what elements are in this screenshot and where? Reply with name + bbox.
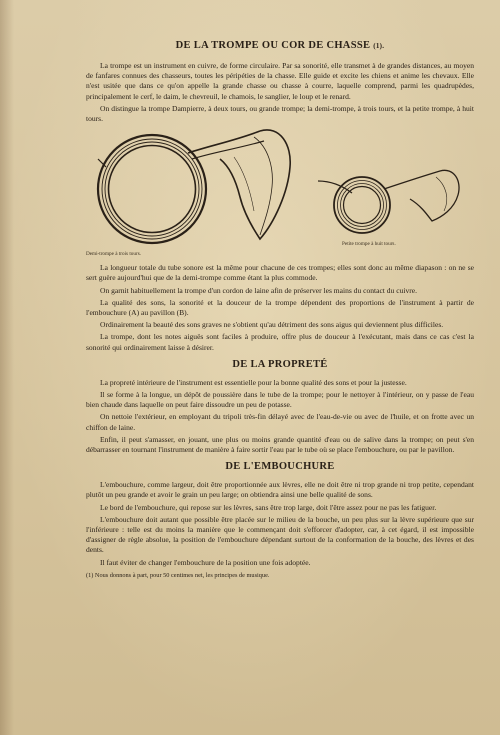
paragraph: La propreté intérieure de l'instrument est essentielle pour la bonne qualité des sons et pour la justesse. xyxy=(100,377,407,387)
paragraph: Le bord de l'embouchure, qui repose sur les lèvres, sans être trop large, doit l'être assez pour ne pas les fatiguer. xyxy=(100,502,437,512)
caption-demi-trompe: Demi-trompe à trois tours. xyxy=(86,251,142,258)
demi-trompe-illustration xyxy=(84,127,294,247)
caption-petite-trompe: Petite trompe à huit tours. xyxy=(342,241,396,248)
paragraph: On nettoie l'extérieur, en employant du tripoli très-fin délayé avec de l'eau-de-vie ou avec de l'huile, et on frotte avec un chiffon de laine. xyxy=(86,412,474,432)
paragraph: Il faut éviter de changer l'embouchure de la position une fois adoptée. xyxy=(100,557,311,567)
section-title-trompe xyxy=(86,40,474,51)
paragraph: Enfin, il peut s'amasser, en jouant, une plus ou moins grande quantité d'eau ou de salive dans la trompe; on peut s'en débarrasser en tournant l'instrument de manière à faire sortir l'eau par le tube où se place l'embouchure, ou par le pavillon. xyxy=(86,434,474,455)
section-title-proprete: DE LA PROPRETÉ xyxy=(232,358,328,370)
paragraph: On garnit habituellement la trompe d'un cordon de laine afin de préserver les mains du contact du cuivre. xyxy=(100,285,417,295)
footnote-marker: (1). xyxy=(373,42,385,50)
section-title-embouchure: DE L'EMBOUCHURE xyxy=(225,461,335,473)
paragraph: Ordinairement la beauté des sons graves ne s'obtient qu'au détriment des sons aigus qui deviennent plus difficiles. xyxy=(100,320,444,330)
section-title-trompe-text: DE LA TROMPE OU COR DE CHASSE xyxy=(175,40,371,51)
paragraph: Il se forme à la longue, un dépôt de poussière dans le tube de la trompe; pour le nettoyer à l'intérieur, on y passe de l'eau bien chaude dans laquelle on peut faire dissoudre un peu de potasse. xyxy=(86,390,474,410)
petite-trompe-illustration xyxy=(312,167,462,237)
paragraph: La qualité des sons, la sonorité et la douceur de la trompe dépendent des proportions de l'instrument à partir de l'embouchure (A) au pavillon (B). xyxy=(86,297,474,318)
paragraph: On distingue la trompe Dampierre, à deux tours, ou grande trompe; la demi-trompe, à trois tours, et la petite trompe, à huit tours. xyxy=(86,103,474,124)
horn-illustrations xyxy=(86,127,474,259)
paragraph: La trompe, dont les notes aiguës sont faciles à produire, offre plus de douceur à l'exécutant, mais dans ce cas c'est la sonorité qui ordinairement laisse à désirer. xyxy=(86,332,474,352)
paragraph: La trompe est un instrument en cuivre, de forme circulaire. Par sa sonorité, elle transmet à de grandes distances, au moyen de fanfares connues des chasseurs, toutes les péripéties de la chasse. Elle guide et excite les chiens et anime les chevaux. Elle n'est usitée que dans ce qu'on appelle la grande chasse ou chasse à courre, laquelle comprend, parmi les quadrupèdes, principalement le cerf, le daim, le chevreuil, le chamois, le sanglier, le loup et le renard. xyxy=(86,61,474,101)
footnote: (1) Nous donnons à part, pour 50 centimes net, les principes de musique. xyxy=(86,571,270,579)
paragraph: La longueur totale du tube sonore est la même pour chacune de ces trompes; elles sont donc au même diapason : on ne se sert guère aujourd'hui que de la demi-trompe comme étant la plus commode. xyxy=(86,263,474,283)
paragraph: L'embouchure, comme largeur, doit être proportionnée aux lèvres, elle ne doit être ni trop grande ni trop petite, cependant plutôt un peu grande et avoir le grain un peu large; on obtiendra ainsi une belle qualité de sons. xyxy=(86,480,474,500)
paragraph: L'embouchure doit autant que possible être placée sur le milieu de la bouche, un peu plus sur la lèvre supérieure que sur l'inférieure : telle est du moins la manière que le commençant doit s'efforcer d'adopter, car, à cet égard, il est impossible d'assigner de règle absolue, la position de l'embouchure dépendant surtout de la conformation de la bouche, des lèvres et des dents. xyxy=(86,514,474,555)
